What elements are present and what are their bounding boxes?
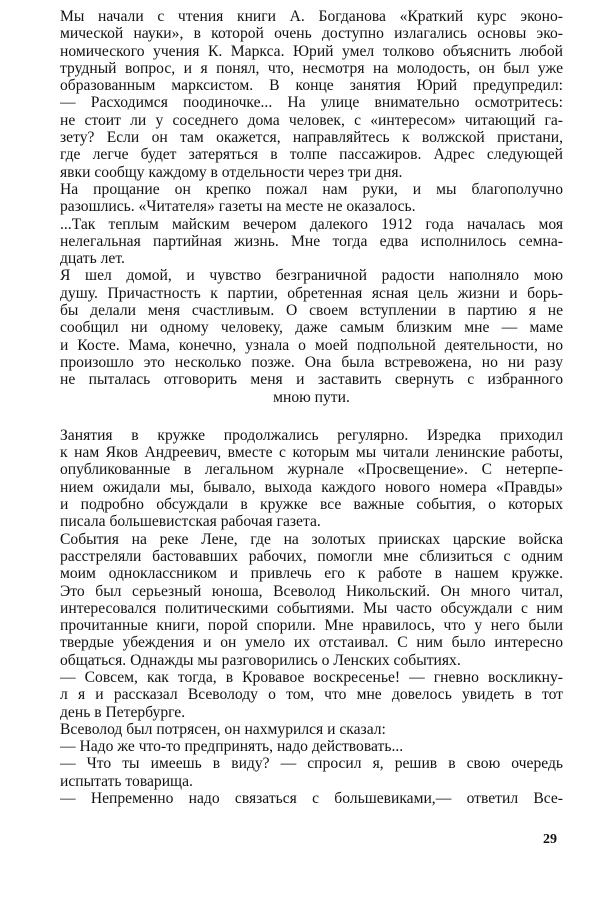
text-line: и Косте. Мама, конечно, узнала о моей подпольной деятельности, но [60, 336, 563, 354]
text-line: сообщил ни одному человеку, даже самым близким мне — маме [60, 319, 563, 337]
text-line: испытать товарища. [60, 772, 193, 790]
text-line: писала большевистская рабочая газета. [60, 513, 321, 531]
text-line: номического учения К. Маркса. Юрий умел толково объяснить любой [60, 42, 563, 60]
text-line: ...Так теплым майским вечером далекого 1912 года началась моя [60, 215, 563, 233]
text-line: моим одноклассником и привлечь его к работе в нашем кружке. [60, 565, 563, 583]
text-line: трудный вопрос, и я понял, что, несмотря на молодость, он был уже [60, 59, 563, 77]
text-line: л я и рассказал Всеволоду о том, что мне довелось увидеть в тот [60, 686, 563, 704]
text-line: — Что ты имеешь в виду? — спросил я, решив в свою очередь [60, 755, 563, 773]
text-line: зету? Если он там окажется, направляйтесь к волжской пристани, [60, 129, 563, 147]
text-line: нелегальная партийная жизнь. Мне тогда едва исполнилось семна- [60, 232, 563, 250]
text-line: твердые убеждения и он умело их отстаивал. С ним было интересно [60, 634, 563, 652]
text-line: к нам Яков Андреевич, вместе с которым мы читали ленинские работы, [60, 444, 563, 462]
text-line: — Непременно надо связаться с большевиками,— ответил Все- [60, 790, 563, 808]
text-line: Это был серьезный юноша, Всеволод Никольский. Он много читал, [60, 582, 563, 600]
text-line: бы делали меня счастливым. О своем вступлении в партию я не [60, 302, 563, 320]
text-line: Занятия в кружке продолжались регулярно. Изредка приходил [60, 426, 563, 444]
text-line: мической науки», в которой очень доступно излагались основы эко- [60, 25, 563, 43]
text-line: На прощание он крепко пожал нам руки, и мы благополучно [60, 180, 563, 198]
text-line: душу. Причастность к партии, обретенная ясная цель жизни и борь- [60, 284, 563, 302]
text-line: — Расходимся поодиночке... На улице внимательно осмотритесь: [60, 94, 563, 112]
text-line: день в Петербурге. [60, 703, 186, 721]
text-line: общаться. Однажды мы разговорились о Ленских событиях. [60, 651, 461, 669]
text-line: мною пути. [273, 388, 350, 406]
section-break [60, 406, 563, 427]
text-line: и подробно обсуждали в кружке все важные события, о которых [60, 496, 563, 514]
text-line: не пыталась отговорить меня и заставить свернуть с избранного [60, 371, 563, 389]
text-line: — Надо же что-то предпринять, надо действовать... [60, 738, 404, 756]
text-line: явки сообщу каждому в отдельности через три дня. [60, 163, 403, 181]
text-line: нием ожидали мы, бывало, выхода каждого нового номера «Правды» [60, 478, 563, 496]
text-line: интересовался политическими событиями. Мы часто обсуждали с ним [60, 599, 563, 617]
text-line: разошлись. «Читателя» газеты на месте не оказалось. [60, 198, 416, 216]
text-line: образованным марксистом. В конце занятия Юрий предупредил: [60, 77, 563, 95]
text-line: произошло это несколько позже. Она была встревожена, но ни разу [60, 353, 563, 371]
text-line: Я шел домой, и чувство безграничной радости наполняло мою [60, 267, 563, 285]
text-line: дцать лет. [60, 250, 125, 268]
text-line: События на реке Лене, где на золотых приисках царские войска [60, 530, 563, 548]
text-line: прочитанные книги, порой спорили. Мне нравилось, что у него были [60, 617, 563, 635]
page-number: 29 [543, 832, 557, 847]
section-2 [60, 427, 563, 808]
text-line: опубликованные в легальном журнале «Просвещение». С нетерпе- [60, 461, 563, 479]
text-line: — Совсем, как тогда, в Кровавое воскресенье! — гневно воскликну- [60, 668, 563, 686]
text-line: не стоит ли у соседнего дома человек, с «интересом» читающий га- [60, 111, 563, 129]
text-line: расстреляли бастовавших рабочих, помогли мне сблизиться с одним [60, 547, 563, 565]
text-line: Мы начали с чтения книги А. Богданова «Краткий курс эконо- [60, 8, 563, 25]
page-body [60, 8, 563, 807]
section-1 [60, 8, 563, 406]
text-line: где легче будет затеряться в толпе пассажиров. Адрес следующей [60, 146, 563, 164]
text-line: Всеволод был потрясен, он нахмурился и сказал: [60, 720, 386, 738]
